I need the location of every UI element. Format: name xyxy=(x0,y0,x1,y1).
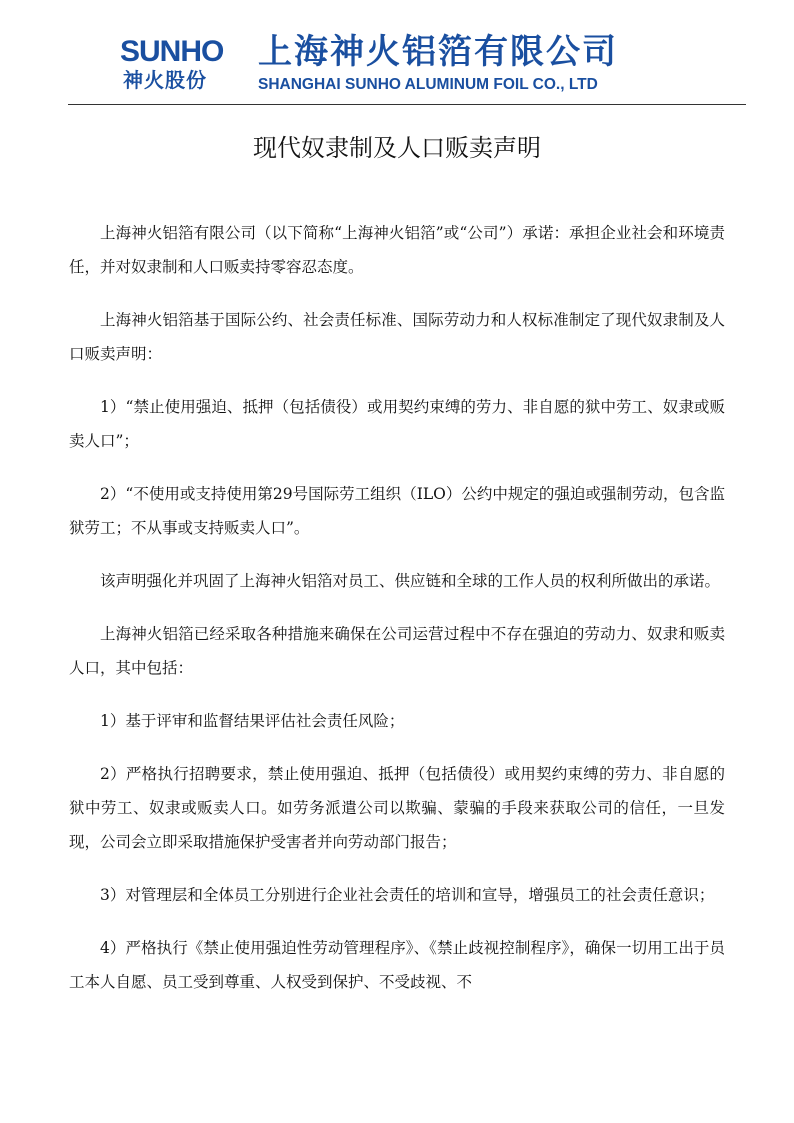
paragraph-basis: 上海神火铝箔基于国际公约、社会责任标准、国际劳动力和人权标准制定了现代奴隶制及人口贩卖声明： xyxy=(69,311,725,363)
paragraph-measures-intro: 上海神火铝箔已经采取各种措施来确保在公司运营过程中不存在强迫的劳动力、奴隶和贩卖人口，其中包括： xyxy=(69,625,725,677)
logo-chinese-name: 神火股份 xyxy=(123,68,207,92)
paragraph-item-1: 1）“禁止使用强迫、抵押（包括债役）或用契约束缚的劳力、非自愿的狱中劳工、奴隶或贩卖人口”； xyxy=(69,398,725,450)
paragraph-measure-4: 4）严格执行《禁止使用强迫性劳动管理程序》、《禁止歧视控制程序》，确保一切用工出于员工本人自愿、员工受到尊重、人权受到保护、不受歧视、不 xyxy=(69,939,725,991)
document-title: 现代奴隶制及人口贩卖声明 xyxy=(253,134,541,162)
sunho-logo: SUNHO xyxy=(120,35,224,68)
company-name-english: SHANGHAI SUNHO ALUMINUM FOIL CO., LTD xyxy=(258,76,598,93)
document-body xyxy=(69,216,725,999)
paragraph-measure-1: 1）基于评审和监督结果评估社会责任风险； xyxy=(100,712,405,730)
paragraph-item-2: 2）“不使用或支持使用第29号国际劳工组织（ILO）公约中规定的强迫或强制劳动，包含监狱劳工；不从事或支持贩卖人口”。 xyxy=(69,485,725,537)
paragraph-measure-2: 2）严格执行招聘要求，禁止使用强迫、抵押（包括债役）或用契约束缚的劳力、非自愿的狱中劳工、奴隶或贩卖人口。如劳务派遣公司以欺骗、蒙骗的手段来获取公司的信任，一旦发现，公司会立即采取措施保护受害者并向劳动部门报告； xyxy=(69,765,725,851)
paragraph-reinforcement: 该声明强化并巩固了上海神火铝箔对员工、供应链和全球的工作人员的权利所做出的承诺。 xyxy=(100,572,721,590)
paragraph-measure-3: 3）对管理层和全体员工分别进行企业社会责任的培训和宣导，增强员工的社会责任意识； xyxy=(100,886,715,904)
header-divider xyxy=(68,104,746,105)
letterhead xyxy=(0,0,794,108)
paragraph-commitment: 上海神火铝箔有限公司（以下简称“上海神火铝箔”或“公司”）承诺：承担企业社会和环境责任，并对奴隶制和人口贩卖持零容忍态度。 xyxy=(69,224,725,276)
company-name-chinese: 上海神火铝箔有限公司 xyxy=(258,32,618,72)
